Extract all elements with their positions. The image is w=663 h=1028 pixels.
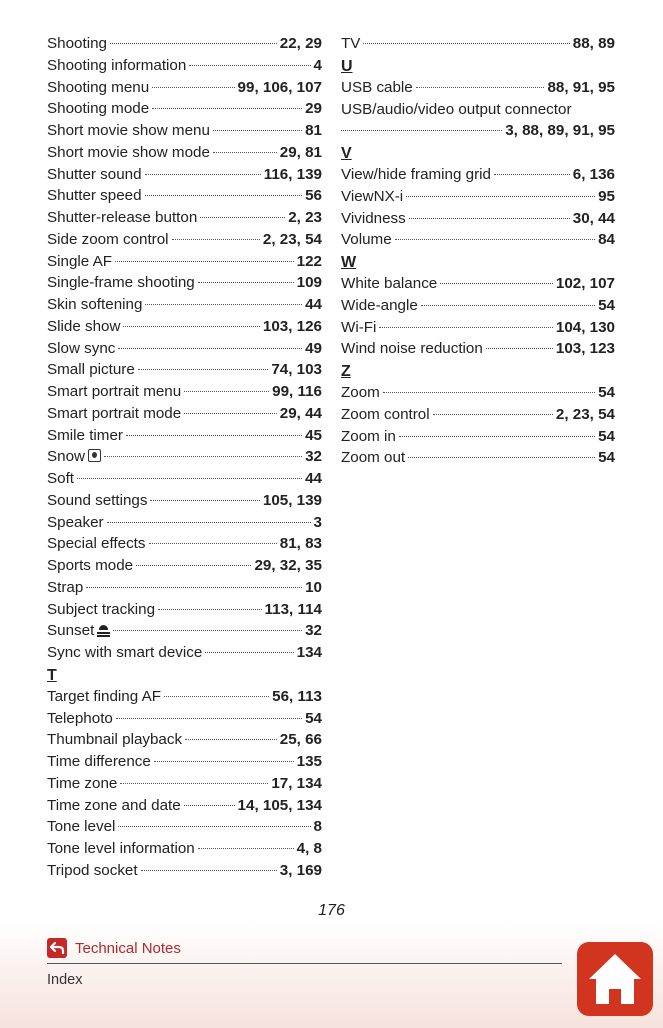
leader-dots (120, 783, 268, 784)
leader-dots (379, 327, 552, 328)
index-entry-shooting-mode[interactable] (47, 98, 322, 120)
index-entry-sports-mode[interactable] (47, 555, 322, 577)
leader-dots (118, 826, 310, 827)
entry-pages[interactable]: 81, 83 (279, 535, 322, 553)
index-column-left (47, 33, 322, 882)
footer-subsection: Index (47, 972, 83, 988)
entry-pages[interactable]: 10 (305, 578, 322, 596)
index-entry-usb-cable[interactable] (341, 77, 615, 99)
index-entry-time-zone[interactable] (47, 773, 322, 795)
leader-dots (409, 218, 570, 219)
leader-dots (185, 739, 277, 740)
entry-pages[interactable]: 99, 116 (272, 383, 322, 400)
index-entry-snow[interactable] (47, 446, 322, 468)
back-arrow-icon[interactable] (47, 938, 67, 958)
leader-dots (136, 565, 251, 566)
leader-dots (363, 43, 569, 44)
index-entry-speaker[interactable] (47, 512, 322, 534)
index-entry-sync-with-smart-device[interactable] (47, 642, 322, 664)
entry-term: Smart portrait mode (47, 404, 182, 422)
entry-term: Zoom in (341, 427, 396, 445)
index-entry-single-af[interactable] (47, 251, 322, 273)
index-entry-single-frame-shooting[interactable] (47, 272, 322, 294)
section-letter-v: V (341, 145, 352, 162)
footer-section-label[interactable]: Technical Notes (75, 939, 181, 957)
leader-dots (172, 239, 260, 240)
entry-term: Subject tracking (47, 600, 156, 618)
entry-pages[interactable]: 54 (305, 709, 322, 727)
entry-term: Zoom control (341, 405, 430, 423)
index-entry-zoom-out[interactable] (341, 447, 615, 469)
index-entry-view-hide-framing-grid[interactable] (341, 164, 615, 186)
entry-term: Target finding AF (47, 687, 161, 705)
leader-dots (152, 108, 302, 109)
index-entry-slow-sync[interactable] (47, 338, 322, 360)
entry-pages[interactable]: 54 (598, 296, 615, 314)
entry-term: View/hide framing grid (341, 166, 491, 183)
index-entry-time-difference[interactable] (47, 751, 322, 773)
entry-term: Time difference (47, 753, 151, 770)
index-entry-thumbnail-playback[interactable] (47, 729, 322, 751)
entry-pages[interactable]: 122 (296, 252, 322, 270)
section-letter-t: T (47, 666, 57, 684)
entry-term: Tone level information (47, 840, 195, 857)
leader-dots (104, 456, 302, 457)
leader-dots (406, 196, 595, 197)
leader-dots (341, 130, 502, 131)
index-entry-short-movie-show-mode[interactable] (47, 142, 322, 164)
index-entry-time-zone-and-date[interactable] (47, 795, 322, 817)
entry-pages[interactable]: 32 (305, 448, 322, 466)
entry-term: Volume (341, 231, 392, 249)
leader-dots (113, 630, 302, 631)
leader-dots (213, 130, 302, 131)
index-entry-subject-tracking[interactable] (47, 599, 322, 621)
entry-pages[interactable]: 54 (598, 427, 615, 445)
leader-dots (399, 436, 595, 437)
entry-pages[interactable]: 3, 88, 89, 91, 95 (505, 122, 615, 140)
index-entry-side-zoom-control[interactable] (47, 229, 322, 251)
index-entry-smart-portrait-menu[interactable] (47, 381, 322, 403)
entry-pages[interactable]: 30, 44 (572, 209, 615, 227)
entry-pages[interactable]: 95 (598, 187, 615, 205)
leader-dots (184, 805, 235, 806)
leader-dots (421, 305, 595, 306)
index-entry-wi-fi[interactable] (341, 317, 615, 339)
index-entry-smart-portrait-mode[interactable] (47, 403, 322, 425)
index-entry-zoom-control[interactable] (341, 404, 615, 426)
footer (0, 922, 663, 1028)
index-entry-tone-level[interactable] (47, 816, 322, 838)
entry-pages[interactable]: 14, 105, 134 (237, 796, 322, 814)
entry-term: Tone level (47, 818, 116, 836)
index-entry-viewnx-i[interactable] (341, 186, 615, 208)
leader-dots (198, 848, 294, 849)
entry-pages[interactable]: 32 (305, 622, 322, 640)
entry-pages[interactable]: 105, 139 (262, 491, 322, 509)
leader-dots (110, 43, 277, 44)
leader-dots (126, 435, 302, 436)
entry-pages[interactable]: 3, 169 (279, 861, 322, 879)
index-entry-shooting-menu[interactable] (47, 77, 322, 99)
entry-term: Thumbnail playback (47, 731, 183, 749)
entry-term: Short movie show menu (47, 122, 210, 139)
leader-dots (189, 65, 310, 66)
entry-term: USB/audio/video output connector (341, 100, 572, 118)
page-number: 176 (318, 902, 345, 919)
entry-pages[interactable]: 56, 113 (272, 687, 322, 705)
entry-pages[interactable]: 74, 103 (271, 361, 322, 379)
section-letter-w: W (341, 254, 357, 271)
entry-term: Shutter speed (47, 187, 142, 205)
leader-dots (416, 87, 545, 88)
entry-pages[interactable]: 56 (305, 187, 322, 205)
leader-dots (115, 261, 294, 262)
entry-pages[interactable]: 29, 44 (279, 404, 322, 422)
entry-term: Zoom out (341, 449, 406, 467)
index-entry-tone-level-information[interactable] (47, 838, 322, 860)
index-entry-slide-show[interactable] (47, 316, 322, 338)
entry-pages[interactable]: 2, 23, 54 (262, 230, 322, 248)
leader-dots (77, 478, 302, 479)
entry-term: Smile timer (47, 426, 123, 444)
entry-pages[interactable]: 116, 139 (263, 165, 322, 183)
leader-dots (213, 152, 277, 153)
leader-dots (494, 174, 570, 175)
leader-dots (205, 652, 293, 653)
entry-pages[interactable]: 17, 134 (271, 774, 322, 792)
entry-term: Wide-angle (341, 296, 418, 314)
index-entry-small-picture[interactable] (47, 359, 322, 381)
entry-pages[interactable]: 84 (598, 231, 615, 249)
entry-term: Time zone (47, 774, 118, 792)
leader-dots (141, 870, 277, 871)
leader-dots (145, 174, 261, 175)
entry-term: Slow sync (47, 339, 116, 357)
entry-pages[interactable]: 4, 8 (296, 840, 322, 857)
leader-dots (158, 609, 261, 610)
index-entry-usb-audio-video-output-connector[interactable] (341, 99, 615, 143)
entry-pages[interactable]: 109 (296, 274, 322, 292)
entry-term: Time zone and date (47, 796, 181, 814)
entry-term: Zoom (341, 384, 380, 401)
leader-dots (152, 87, 234, 88)
leader-dots (184, 391, 269, 392)
index-entry-shutter-speed[interactable] (47, 185, 322, 207)
leader-dots (145, 304, 302, 305)
leader-dots (164, 696, 269, 697)
entry-term: Vividness (341, 209, 406, 227)
section-letter-z: Z (341, 363, 351, 380)
entry-term: Shutter-release button (47, 209, 198, 226)
entry-pages[interactable]: 4 (313, 56, 322, 74)
index-column-right (341, 33, 615, 469)
entry-pages[interactable]: 88, 89 (572, 35, 615, 52)
entry-term: Special effects (47, 535, 146, 553)
entry-pages[interactable]: 54 (598, 384, 615, 401)
index-entry-smile-timer[interactable] (47, 425, 322, 447)
index-entry-skin-softening[interactable] (47, 294, 322, 316)
entry-term: ViewNX-i (341, 187, 404, 205)
leader-dots (150, 500, 259, 501)
leader-dots (198, 282, 294, 283)
leader-dots (149, 543, 277, 544)
entry-pages[interactable]: 54 (598, 449, 615, 467)
entry-pages[interactable]: 2, 23, 54 (555, 405, 615, 423)
leader-dots (118, 348, 302, 349)
entry-pages[interactable]: 45 (305, 426, 322, 444)
entry-term: USB cable (341, 78, 413, 96)
entry-pages[interactable]: 102, 107 (555, 275, 615, 292)
entry-term: Sync with smart device (47, 644, 203, 661)
entry-pages[interactable]: 3 (313, 513, 322, 531)
entry-pages[interactable]: 25, 66 (279, 731, 322, 749)
leader-dots (123, 326, 259, 327)
index-entry-zoom-in[interactable] (341, 426, 615, 448)
entry-term: Wind noise reduction (341, 340, 483, 358)
leader-dots (395, 239, 595, 240)
index-entry-volume[interactable] (341, 229, 615, 251)
leader-dots (408, 457, 595, 458)
snow-icon (88, 449, 101, 462)
index-entry-target-finding-af[interactable] (47, 686, 322, 708)
sunset-icon (97, 623, 110, 636)
entry-term: Single-frame shooting (47, 274, 195, 292)
entry-term: Shooting mode (47, 100, 150, 118)
entry-pages[interactable]: 134 (296, 644, 322, 661)
entry-pages[interactable]: 29 (305, 100, 322, 118)
entry-pages[interactable]: 49 (305, 339, 322, 357)
entry-pages[interactable]: 29, 32, 35 (254, 557, 322, 574)
entry-pages[interactable]: 44 (305, 470, 322, 487)
entry-pages[interactable]: 22, 29 (279, 35, 322, 52)
entry-term: Short movie show mode (47, 143, 210, 161)
leader-dots (440, 283, 553, 284)
index-entry-short-movie-show-menu[interactable] (47, 120, 322, 142)
leader-dots (154, 761, 294, 762)
entry-term: Shutter sound (47, 165, 142, 183)
leader-dots (486, 348, 553, 349)
index-entry-shutter-release-button[interactable] (47, 207, 322, 229)
section-letter-u: U (341, 57, 353, 75)
entry-pages[interactable]: 99, 106, 107 (237, 78, 322, 96)
index-entry-white-balance[interactable] (341, 273, 615, 295)
entry-term: Side zoom control (47, 230, 169, 248)
entry-pages[interactable]: 81 (305, 122, 322, 139)
entry-term: Soft (47, 470, 75, 487)
index-entry-special-effects[interactable] (47, 533, 322, 555)
entry-term: Tripod socket (47, 861, 138, 879)
entry-pages[interactable]: 29, 81 (279, 143, 322, 161)
leader-dots (200, 217, 285, 218)
index-entry-zoom[interactable] (341, 382, 615, 404)
entry-term: Skin softening (47, 296, 143, 313)
entry-pages[interactable]: 135 (296, 753, 322, 770)
entry-term: Speaker (47, 513, 104, 531)
footer-divider (47, 963, 562, 964)
index-entry-sound-settings[interactable] (47, 490, 322, 512)
index-entry-shutter-sound[interactable] (47, 164, 322, 186)
index-entry-vividness[interactable] (341, 208, 615, 230)
entry-term: Shooting (47, 35, 107, 52)
leader-dots (433, 414, 553, 415)
entry-term: TV (341, 35, 361, 52)
entry-term: Sports mode (47, 557, 134, 574)
leader-dots (116, 718, 302, 719)
leader-dots (107, 522, 311, 523)
home-button[interactable] (577, 942, 653, 1016)
entry-pages[interactable]: 2, 23 (288, 209, 322, 226)
entry-pages[interactable]: 113, 114 (264, 600, 322, 618)
entry-term: Telephoto (47, 709, 113, 727)
leader-dots (145, 195, 303, 196)
entry-term: White balance (341, 275, 438, 292)
leader-dots (138, 369, 269, 370)
entry-term: Shooting menu (47, 78, 150, 96)
entry-term: Strap (47, 578, 84, 596)
entry-term: Shooting information (47, 56, 187, 74)
entry-pages[interactable]: 104, 130 (555, 318, 615, 336)
entry-pages[interactable]: 8 (313, 818, 322, 836)
entry-term: Sunset (47, 622, 95, 640)
entry-term: Sound settings (47, 491, 148, 509)
index-entry-sunset[interactable] (47, 620, 322, 642)
index-entry-shooting[interactable] (47, 33, 322, 55)
entry-term: Slide show (47, 317, 121, 335)
index-entry-telephoto[interactable] (47, 708, 322, 730)
entry-pages[interactable]: 103, 123 (555, 340, 615, 358)
footer-section-link[interactable] (47, 937, 181, 959)
index-entry-wind-noise-reduction[interactable] (341, 338, 615, 360)
entry-term: Snow (47, 448, 85, 466)
entry-pages[interactable]: 103, 126 (262, 317, 322, 335)
entry-term: Wi-Fi (341, 318, 377, 336)
index-entry-shooting-information[interactable] (47, 55, 322, 77)
entry-pages[interactable]: 6, 136 (572, 166, 615, 183)
index-entry-tv[interactable] (341, 33, 615, 55)
index-entry-strap[interactable] (47, 577, 322, 599)
leader-dots (86, 587, 302, 588)
entry-term: Smart portrait menu (47, 383, 182, 400)
index-entry-wide-angle[interactable] (341, 295, 615, 317)
entry-term: Single AF (47, 252, 113, 270)
leader-dots (184, 413, 277, 414)
index-entry-tripod-socket[interactable] (47, 860, 322, 882)
entry-pages[interactable]: 88, 91, 95 (547, 78, 615, 96)
entry-term: Small picture (47, 361, 135, 379)
home-icon[interactable] (586, 951, 644, 1007)
entry-pages[interactable]: 44 (305, 296, 322, 313)
leader-dots (383, 392, 595, 393)
index-entry-soft[interactable] (47, 468, 322, 490)
